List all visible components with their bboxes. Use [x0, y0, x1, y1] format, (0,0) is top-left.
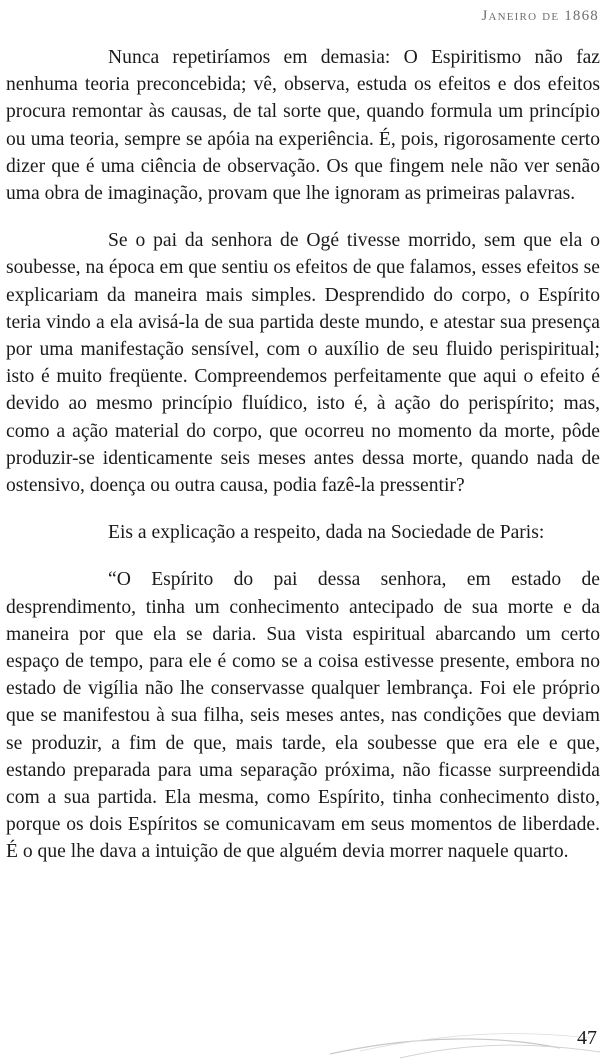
paragraph: Eis a explicação a respeito, dada na Sociedade de Paris: [108, 522, 545, 544]
page-body [6, 44, 600, 886]
page-number: 47 [577, 1027, 597, 1049]
paragraph: Se o pai da senhora de Ogé tivesse morrido, sem que ela o soubesse, na época em que sentiu os efeitos de que falamos, esses efeitos se explicariam da maneira mais simples. Desprendido do corpo, o Espírito teria vindo a ela avisá-la de sua partida deste mundo, e atestar sua presença por uma manifestação sensível, com o auxílio de seu fluido perispiritual; isto é muito freqüente. Compreendemos perfeitamente que aqui o efeito é devido ao mesmo princípio fluídico, isto é, à ação do perispírito; mas, como a ação material do corpo, que ocorreu no momento da morte, pôde produzir-se identicamente seis meses antes dessa morte, quando nada de ostensivo, doença ou outra causa, podia fazê-la pressentir? [6, 230, 600, 497]
footer-decorative-swoosh [0, 1004, 607, 1064]
running-header: Janeiro de 1868 [481, 8, 599, 24]
paragraph: “O Espírito do pai dessa senhora, em estado de desprendimento, tinha um conhecimento antecipado de sua morte e da maneira por que ela se daria. Sua vista espiritual abarcando um certo espaço de tempo, para ele é como se a coisa estivesse presente, embora no estado de vigília não lhe conservasse qualquer lembrança. Foi ele próprio que se manifestou à sua filha, seis meses antes, nas condições que deviam se produzir, a fim de que, mais tarde, ela soubesse que era ele e que, estando preparada para uma separação próxima, não ficasse surpreendida com a sua partida. Ela mesma, como Espírito, tinha conhecimento disto, porque os dois Espíritos se comunicavam em seus momentos de liberdade. É o que lhe dava a intuição de que alguém devia morrer naquele quarto. [6, 569, 600, 863]
paragraph: Nunca repetiríamos em demasia: O Espiritismo não faz nenhuma teoria preconcebida; vê, observa, estuda os efeitos e dos efeitos procura remontar às causas, de tal sorte que, quando formula um princípio ou uma teoria, sempre se apóia na experiência. É, pois, rigorosamente certo dizer que é uma ciência de observação. Os que fingem nele não ver senão uma obra de imaginação, provam que lhe ignoram as primeiras palavras. [6, 47, 600, 205]
